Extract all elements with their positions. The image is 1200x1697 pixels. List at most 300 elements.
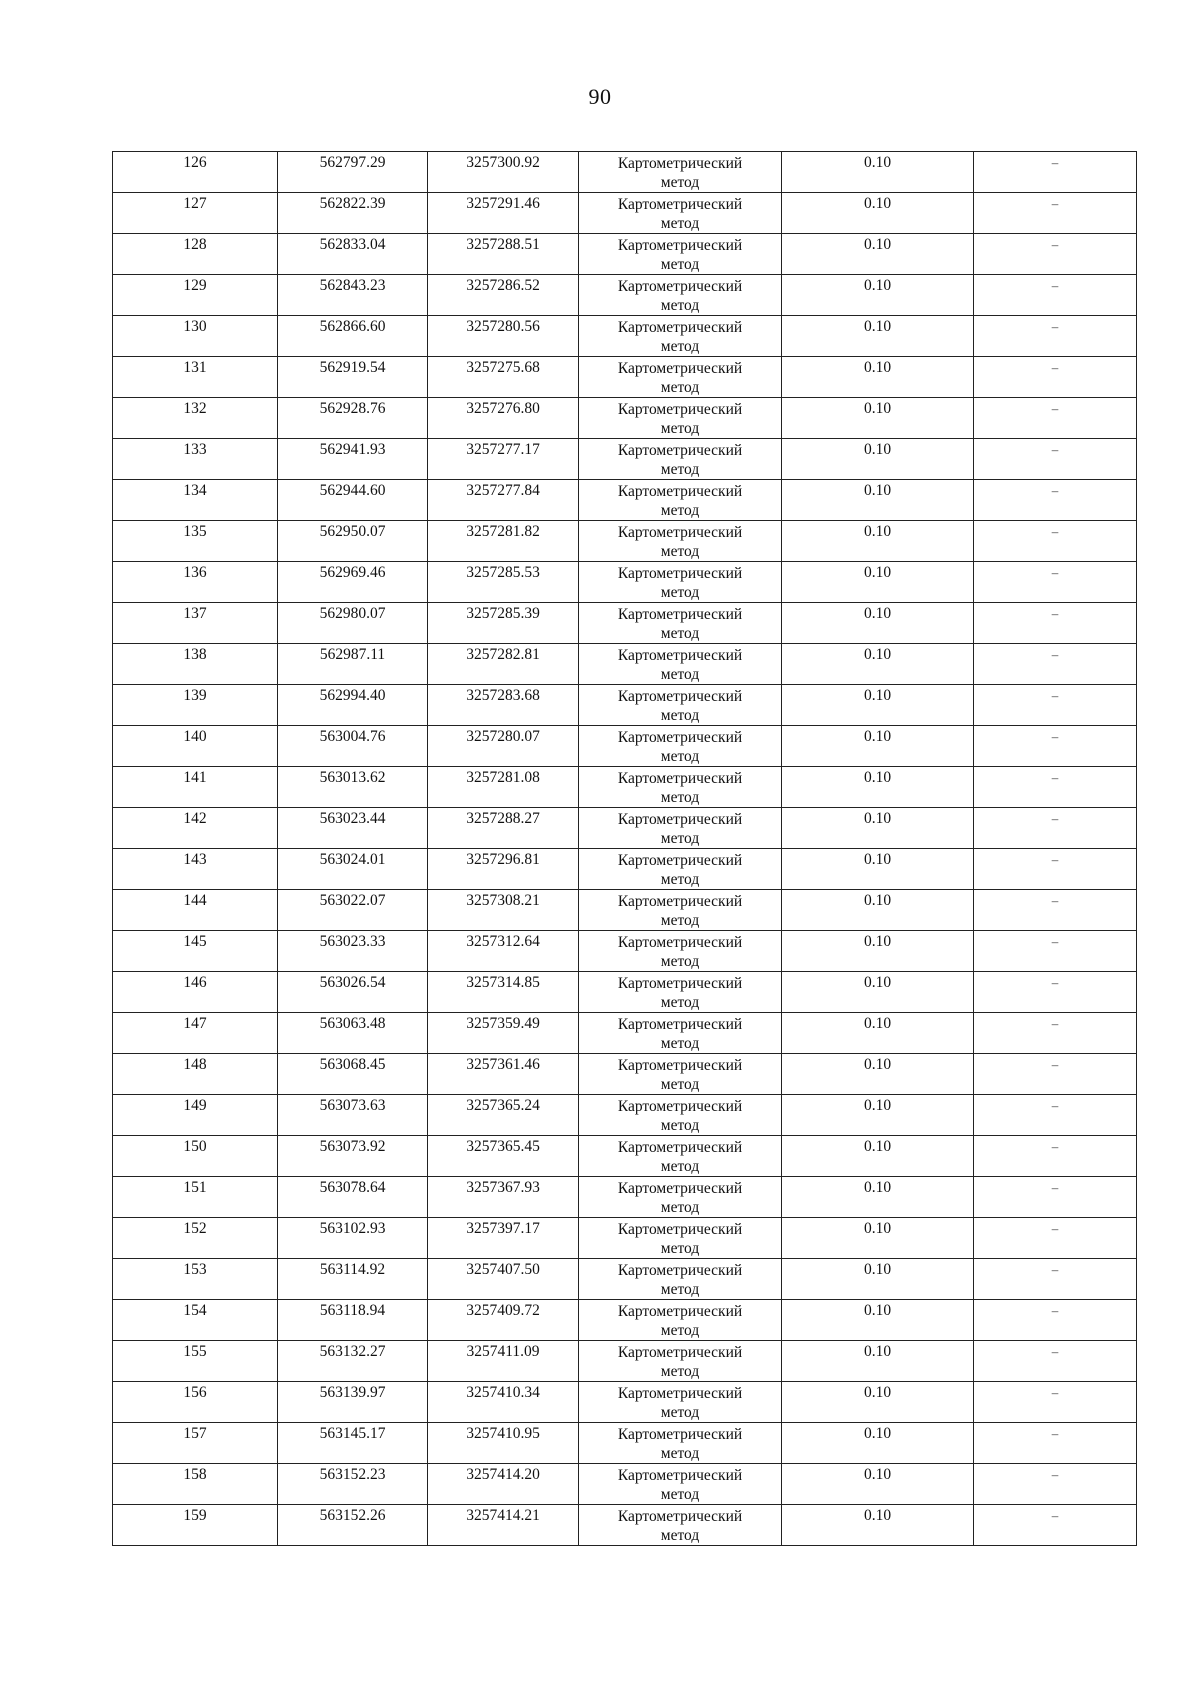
method-line-2: метод [660, 1158, 700, 1175]
y-coordinate-cell: 3257365.45 [428, 1136, 579, 1177]
y-coordinate-cell: 3257288.27 [428, 808, 579, 849]
note-dash: – [1051, 1057, 1059, 1072]
note-dash: – [1051, 1098, 1059, 1113]
y-coordinate-cell: 3257300.92 [428, 152, 579, 193]
x-coordinate-cell: 562944.60 [278, 480, 428, 521]
point-number-cell: 135 [113, 521, 278, 562]
y-coordinate-cell: 3257414.21 [428, 1505, 579, 1546]
x-coordinate-cell: 562928.76 [278, 398, 428, 439]
x-coordinate-cell: 563118.94 [278, 1300, 428, 1341]
method-cell [579, 1177, 782, 1218]
y-coordinate-cell: 3257308.21 [428, 890, 579, 931]
method-line-2: метод [660, 830, 700, 847]
y-coordinate-cell: 3257407.50 [428, 1259, 579, 1300]
note-cell [974, 685, 1137, 726]
x-coordinate-cell: 562833.04 [278, 234, 428, 275]
method-line-2: метод [660, 584, 700, 601]
method-cell [579, 767, 782, 808]
accuracy-cell: 0.10 [782, 1177, 974, 1218]
coordinates-table [112, 151, 1137, 1546]
method-line-1: Картометрический [617, 401, 743, 418]
x-coordinate-cell: 563023.44 [278, 808, 428, 849]
method-line-2: метод [660, 1445, 700, 1462]
point-number-cell: 152 [113, 1218, 278, 1259]
method-line-2: метод [660, 1199, 700, 1216]
table-row [113, 931, 1137, 972]
point-number-cell: 141 [113, 767, 278, 808]
y-coordinate-cell: 3257359.49 [428, 1013, 579, 1054]
note-cell [974, 603, 1137, 644]
table-row [113, 603, 1137, 644]
x-coordinate-cell: 563078.64 [278, 1177, 428, 1218]
method-cell [579, 234, 782, 275]
note-cell [974, 1341, 1137, 1382]
table-row [113, 890, 1137, 931]
point-number-cell: 159 [113, 1505, 278, 1546]
method-line-2: метод [660, 912, 700, 929]
method-line-2: метод [660, 748, 700, 765]
note-dash: – [1051, 975, 1059, 990]
table-row [113, 808, 1137, 849]
note-cell [974, 849, 1137, 890]
accuracy-cell: 0.10 [782, 1013, 974, 1054]
table-row [113, 439, 1137, 480]
method-cell [579, 1341, 782, 1382]
method-line-1: Картометрический [617, 1180, 743, 1197]
y-coordinate-cell: 3257410.34 [428, 1382, 579, 1423]
method-line-1: Картометрический [617, 1426, 743, 1443]
x-coordinate-cell: 563139.97 [278, 1382, 428, 1423]
table-row [113, 1054, 1137, 1095]
x-coordinate-cell: 562866.60 [278, 316, 428, 357]
table-row [113, 1382, 1137, 1423]
note-dash: – [1051, 278, 1059, 293]
note-cell [974, 1464, 1137, 1505]
note-dash: – [1051, 893, 1059, 908]
table-row [113, 1095, 1137, 1136]
y-coordinate-cell: 3257296.81 [428, 849, 579, 890]
method-line-2: метод [660, 1322, 700, 1339]
note-dash: – [1051, 852, 1059, 867]
method-line-2: метод [660, 1281, 700, 1298]
x-coordinate-cell: 563152.23 [278, 1464, 428, 1505]
method-line-1: Картометрический [617, 278, 743, 295]
method-cell [579, 1095, 782, 1136]
point-number-cell: 151 [113, 1177, 278, 1218]
point-number-cell: 138 [113, 644, 278, 685]
x-coordinate-cell: 563102.93 [278, 1218, 428, 1259]
table-row [113, 234, 1137, 275]
accuracy-cell: 0.10 [782, 767, 974, 808]
method-line-1: Картометрический [617, 1098, 743, 1115]
table-row [113, 480, 1137, 521]
accuracy-cell: 0.10 [782, 603, 974, 644]
method-line-1: Картометрический [617, 893, 743, 910]
method-line-1: Картометрический [617, 729, 743, 746]
table-row [113, 1464, 1137, 1505]
point-number-cell: 132 [113, 398, 278, 439]
point-number-cell: 153 [113, 1259, 278, 1300]
table-row [113, 562, 1137, 603]
y-coordinate-cell: 3257281.08 [428, 767, 579, 808]
note-cell [974, 562, 1137, 603]
point-number-cell: 131 [113, 357, 278, 398]
method-line-2: метод [660, 420, 700, 437]
method-line-2: метод [660, 461, 700, 478]
method-line-2: метод [660, 215, 700, 232]
method-line-2: метод [660, 379, 700, 396]
table-row [113, 357, 1137, 398]
accuracy-cell: 0.10 [782, 1382, 974, 1423]
table-row [113, 521, 1137, 562]
accuracy-cell: 0.10 [782, 357, 974, 398]
table-row [113, 1341, 1137, 1382]
note-dash: – [1051, 319, 1059, 334]
table-row [113, 398, 1137, 439]
x-coordinate-cell: 562994.40 [278, 685, 428, 726]
accuracy-cell: 0.10 [782, 726, 974, 767]
method-cell [579, 603, 782, 644]
note-dash: – [1051, 360, 1059, 375]
note-cell [974, 808, 1137, 849]
method-line-1: Картометрический [617, 1221, 743, 1238]
method-line-2: метод [660, 1035, 700, 1052]
method-line-2: метод [660, 953, 700, 970]
accuracy-cell: 0.10 [782, 1054, 974, 1095]
note-cell [974, 521, 1137, 562]
accuracy-cell: 0.10 [782, 275, 974, 316]
note-dash: – [1051, 565, 1059, 580]
accuracy-cell: 0.10 [782, 1341, 974, 1382]
note-cell [974, 439, 1137, 480]
accuracy-cell: 0.10 [782, 234, 974, 275]
note-dash: – [1051, 1426, 1059, 1441]
method-line-2: метод [660, 502, 700, 519]
table-row [113, 1259, 1137, 1300]
note-dash: – [1051, 1180, 1059, 1195]
x-coordinate-cell: 563073.63 [278, 1095, 428, 1136]
method-line-1: Картометрический [617, 319, 743, 336]
note-cell [974, 972, 1137, 1013]
method-line-2: метод [660, 625, 700, 642]
coordinates-table-body [113, 152, 1137, 1546]
y-coordinate-cell: 3257286.52 [428, 275, 579, 316]
x-coordinate-cell: 562969.46 [278, 562, 428, 603]
note-cell [974, 1300, 1137, 1341]
accuracy-cell: 0.10 [782, 1136, 974, 1177]
method-line-2: метод [660, 994, 700, 1011]
note-cell [974, 1095, 1137, 1136]
method-line-2: метод [660, 256, 700, 273]
method-line-2: метод [660, 1486, 700, 1503]
y-coordinate-cell: 3257314.85 [428, 972, 579, 1013]
x-coordinate-cell: 563026.54 [278, 972, 428, 1013]
accuracy-cell: 0.10 [782, 480, 974, 521]
method-cell [579, 439, 782, 480]
x-coordinate-cell: 562919.54 [278, 357, 428, 398]
method-line-2: метод [660, 1404, 700, 1421]
y-coordinate-cell: 3257283.68 [428, 685, 579, 726]
method-cell [579, 398, 782, 439]
note-cell [974, 931, 1137, 972]
y-coordinate-cell: 3257277.17 [428, 439, 579, 480]
note-cell [974, 234, 1137, 275]
point-number-cell: 129 [113, 275, 278, 316]
note-cell [974, 1259, 1137, 1300]
method-line-2: метод [660, 707, 700, 724]
method-line-2: метод [660, 1240, 700, 1257]
table-row [113, 644, 1137, 685]
point-number-cell: 128 [113, 234, 278, 275]
point-number-cell: 136 [113, 562, 278, 603]
accuracy-cell: 0.10 [782, 644, 974, 685]
table-row [113, 316, 1137, 357]
note-cell [974, 316, 1137, 357]
accuracy-cell: 0.10 [782, 1423, 974, 1464]
note-dash: – [1051, 1467, 1059, 1482]
method-line-2: метод [660, 1117, 700, 1134]
method-line-1: Картометрический [617, 1016, 743, 1033]
x-coordinate-cell: 563073.92 [278, 1136, 428, 1177]
y-coordinate-cell: 3257414.20 [428, 1464, 579, 1505]
method-line-2: метод [660, 338, 700, 355]
point-number-cell: 148 [113, 1054, 278, 1095]
method-cell [579, 1382, 782, 1423]
method-line-1: Картометрический [617, 1262, 743, 1279]
note-cell [974, 644, 1137, 685]
note-cell [974, 1136, 1137, 1177]
y-coordinate-cell: 3257288.51 [428, 234, 579, 275]
y-coordinate-cell: 3257285.53 [428, 562, 579, 603]
method-line-2: метод [660, 871, 700, 888]
accuracy-cell: 0.10 [782, 849, 974, 890]
x-coordinate-cell: 563013.62 [278, 767, 428, 808]
method-line-1: Картометрический [617, 237, 743, 254]
method-cell [579, 1464, 782, 1505]
method-line-1: Картометрический [617, 1344, 743, 1361]
method-cell [579, 685, 782, 726]
method-line-1: Картометрический [617, 442, 743, 459]
table-row [113, 1136, 1137, 1177]
accuracy-cell: 0.10 [782, 316, 974, 357]
method-line-2: метод [660, 1363, 700, 1380]
x-coordinate-cell: 562950.07 [278, 521, 428, 562]
table-row [113, 849, 1137, 890]
point-number-cell: 139 [113, 685, 278, 726]
point-number-cell: 144 [113, 890, 278, 931]
note-dash: – [1051, 729, 1059, 744]
note-dash: – [1051, 1221, 1059, 1236]
note-dash: – [1051, 483, 1059, 498]
note-cell [974, 275, 1137, 316]
note-cell [974, 767, 1137, 808]
note-cell [974, 1013, 1137, 1054]
table-row [113, 767, 1137, 808]
point-number-cell: 140 [113, 726, 278, 767]
method-cell [579, 1423, 782, 1464]
point-number-cell: 137 [113, 603, 278, 644]
note-dash: – [1051, 237, 1059, 252]
y-coordinate-cell: 3257291.46 [428, 193, 579, 234]
y-coordinate-cell: 3257280.56 [428, 316, 579, 357]
method-cell [579, 931, 782, 972]
table-row [113, 275, 1137, 316]
method-line-1: Картометрический [617, 565, 743, 582]
point-number-cell: 149 [113, 1095, 278, 1136]
note-cell [974, 1505, 1137, 1546]
method-line-1: Картометрический [617, 647, 743, 664]
point-number-cell: 155 [113, 1341, 278, 1382]
accuracy-cell: 0.10 [782, 193, 974, 234]
method-line-1: Картометрический [617, 934, 743, 951]
point-number-cell: 142 [113, 808, 278, 849]
method-line-2: метод [660, 297, 700, 314]
table-row [113, 1423, 1137, 1464]
point-number-cell: 133 [113, 439, 278, 480]
method-line-1: Картометрический [617, 975, 743, 992]
method-line-1: Картометрический [617, 606, 743, 623]
method-cell [579, 726, 782, 767]
point-number-cell: 158 [113, 1464, 278, 1505]
point-number-cell: 126 [113, 152, 278, 193]
method-cell [579, 808, 782, 849]
accuracy-cell: 0.10 [782, 521, 974, 562]
table-row [113, 1013, 1137, 1054]
page-number: 90 [588, 84, 612, 109]
method-cell [579, 316, 782, 357]
table-row [113, 685, 1137, 726]
method-cell [579, 275, 782, 316]
method-cell [579, 1013, 782, 1054]
method-line-1: Картометрический [617, 360, 743, 377]
note-dash: – [1051, 811, 1059, 826]
note-cell [974, 357, 1137, 398]
point-number-cell: 145 [113, 931, 278, 972]
note-cell [974, 1054, 1137, 1095]
method-cell [579, 972, 782, 1013]
note-dash: – [1051, 647, 1059, 662]
y-coordinate-cell: 3257411.09 [428, 1341, 579, 1382]
accuracy-cell: 0.10 [782, 562, 974, 603]
x-coordinate-cell: 563145.17 [278, 1423, 428, 1464]
accuracy-cell: 0.10 [782, 972, 974, 1013]
y-coordinate-cell: 3257285.39 [428, 603, 579, 644]
note-dash: – [1051, 1262, 1059, 1277]
accuracy-cell: 0.10 [782, 890, 974, 931]
note-dash: – [1051, 524, 1059, 539]
method-cell [579, 644, 782, 685]
x-coordinate-cell: 563152.26 [278, 1505, 428, 1546]
note-dash: – [1051, 1016, 1059, 1031]
x-coordinate-cell: 562987.11 [278, 644, 428, 685]
method-line-1: Картометрический [617, 1385, 743, 1402]
accuracy-cell: 0.10 [782, 1505, 974, 1546]
y-coordinate-cell: 3257410.95 [428, 1423, 579, 1464]
method-cell [579, 1259, 782, 1300]
point-number-cell: 134 [113, 480, 278, 521]
accuracy-cell: 0.10 [782, 931, 974, 972]
method-line-1: Картометрический [617, 1139, 743, 1156]
method-line-1: Картометрический [617, 1508, 743, 1525]
point-number-cell: 143 [113, 849, 278, 890]
x-coordinate-cell: 563132.27 [278, 1341, 428, 1382]
table-row [113, 1177, 1137, 1218]
x-coordinate-cell: 563114.92 [278, 1259, 428, 1300]
table-row [113, 193, 1137, 234]
accuracy-cell: 0.10 [782, 1218, 974, 1259]
accuracy-cell: 0.10 [782, 685, 974, 726]
x-coordinate-cell: 562822.39 [278, 193, 428, 234]
y-coordinate-cell: 3257367.93 [428, 1177, 579, 1218]
method-line-2: метод [660, 789, 700, 806]
point-number-cell: 146 [113, 972, 278, 1013]
note-dash: – [1051, 1303, 1059, 1318]
method-line-1: Картометрический [617, 1467, 743, 1484]
method-line-1: Картометрический [617, 483, 743, 500]
x-coordinate-cell: 563004.76 [278, 726, 428, 767]
table-row [113, 726, 1137, 767]
accuracy-cell: 0.10 [782, 808, 974, 849]
note-dash: – [1051, 770, 1059, 785]
method-line-2: метод [660, 1527, 700, 1544]
method-line-2: метод [660, 666, 700, 683]
accuracy-cell: 0.10 [782, 152, 974, 193]
method-cell [579, 1218, 782, 1259]
note-cell [974, 480, 1137, 521]
y-coordinate-cell: 3257409.72 [428, 1300, 579, 1341]
note-dash: – [1051, 1344, 1059, 1359]
method-line-1: Картометрический [617, 155, 743, 172]
method-cell [579, 1054, 782, 1095]
note-dash: – [1051, 688, 1059, 703]
point-number-cell: 130 [113, 316, 278, 357]
point-number-cell: 154 [113, 1300, 278, 1341]
accuracy-cell: 0.10 [782, 1259, 974, 1300]
x-coordinate-cell: 562797.29 [278, 152, 428, 193]
method-line-1: Картометрический [617, 770, 743, 787]
x-coordinate-cell: 562843.23 [278, 275, 428, 316]
note-cell [974, 1177, 1137, 1218]
accuracy-cell: 0.10 [782, 439, 974, 480]
table-row [113, 1300, 1137, 1341]
method-cell [579, 562, 782, 603]
method-cell [579, 1505, 782, 1546]
y-coordinate-cell: 3257277.84 [428, 480, 579, 521]
point-number-cell: 127 [113, 193, 278, 234]
y-coordinate-cell: 3257276.80 [428, 398, 579, 439]
method-line-1: Картометрический [617, 811, 743, 828]
method-cell [579, 1136, 782, 1177]
method-line-2: метод [660, 174, 700, 191]
note-cell [974, 193, 1137, 234]
note-dash: – [1051, 1385, 1059, 1400]
method-line-2: метод [660, 543, 700, 560]
method-line-1: Картометрический [617, 1303, 743, 1320]
x-coordinate-cell: 562941.93 [278, 439, 428, 480]
method-cell [579, 890, 782, 931]
accuracy-cell: 0.10 [782, 1095, 974, 1136]
accuracy-cell: 0.10 [782, 1300, 974, 1341]
method-line-1: Картометрический [617, 688, 743, 705]
method-line-2: метод [660, 1076, 700, 1093]
y-coordinate-cell: 3257275.68 [428, 357, 579, 398]
table-row [113, 1218, 1137, 1259]
table-row [113, 972, 1137, 1013]
point-number-cell: 150 [113, 1136, 278, 1177]
y-coordinate-cell: 3257281.82 [428, 521, 579, 562]
y-coordinate-cell: 3257280.07 [428, 726, 579, 767]
note-cell [974, 1382, 1137, 1423]
